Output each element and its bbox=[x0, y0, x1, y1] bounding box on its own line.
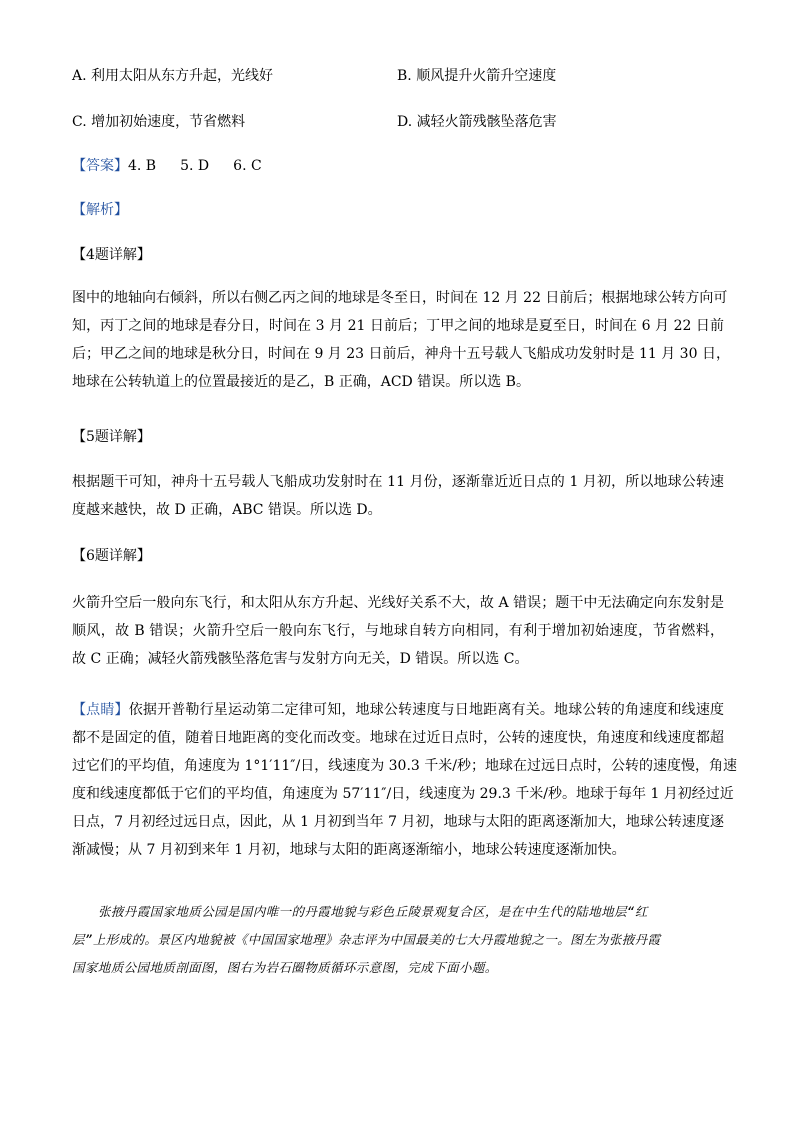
paragraph-line: 知，丙丁之间的地球是春分日，时间在 3 月 21 日前后；丁甲之间的地球是夏至日，时间在 6 月 22 日前 bbox=[72, 318, 724, 334]
options-row-ab bbox=[72, 66, 732, 86]
paragraph-line: 度和线速度都低于它们的平均值，角速度为 57′11″/日，线速度为 29.3 千米/秒。地球于每年 1 月初经过近 bbox=[72, 786, 734, 802]
option-b: B. 顺风提升火箭升空速度 bbox=[397, 68, 557, 84]
paragraph-line: 图中的地轴向右倾斜，所以右侧乙丙之间的地球是冬至日，时间在 12 月 22 日前后；根据地球公转方向可 bbox=[72, 290, 728, 306]
option-a: A. 利用太阳从东方升起，光线好 bbox=[72, 68, 274, 84]
paragraph-line: 地球在公转轨道上的位置最接近的是乙，B 正确，ACD 错误。所以选 B。 bbox=[72, 374, 530, 390]
q6-heading: 【6题详解】 bbox=[72, 548, 151, 564]
answer-item: 4. B bbox=[128, 158, 157, 174]
paragraph-line: 顺风，故 B 错误；火箭升空后一般向东飞行，与地球自转方向相同，有利于增加初始速度，节省燃料， bbox=[72, 623, 724, 639]
analysis-label bbox=[72, 200, 724, 220]
paragraph-line: 火箭升空后一般向东飞行，和太阳从东方升起、光线好关系不大，故 A 错误；题干中无法确定向东发射是 bbox=[72, 595, 724, 611]
q5-heading: 【5题详解】 bbox=[72, 429, 151, 445]
paragraph-line: 渐减慢；从 7 月初到来年 1 月初，地球与太阳的距离逐渐缩小，地球公转速度逐渐加快。 bbox=[72, 842, 626, 858]
analysis-label-text: 【解析】 bbox=[72, 202, 128, 218]
paragraph-line bbox=[72, 696, 724, 724]
paragraph-line: 都不是固定的值，随着日地距离的变化而改变。地球在过近日点时，公转的速度快，角速度和线速度都超 bbox=[72, 730, 724, 746]
answer-item: 6. C bbox=[233, 158, 262, 174]
tip-label: 【点睛】 bbox=[72, 702, 129, 718]
options-row-cd bbox=[72, 112, 732, 132]
paragraph-line: 后；甲乙之间的地球是秋分日，时间在 9 月 23 日前后，神舟十五号载人飞船成功发射时是 11 月 30 日， bbox=[72, 346, 730, 362]
q5-paragraph bbox=[72, 468, 724, 524]
answer-item: 5. D bbox=[180, 158, 210, 174]
option-d: D. 减轻火箭残骸坠落危害 bbox=[397, 114, 557, 130]
answer-line bbox=[72, 156, 724, 176]
paragraph-line: 根据题干可知，神舟十五号载人飞船成功发射时在 11 月份，逐渐靠近近日点的 1 月初，所以地球公转速 bbox=[72, 474, 724, 490]
paragraph-line: 日点，7 月初经过远日点，因此，从 1 月初到当年 7 月初，地球与太阳的距离逐渐加大，地球公转速度逐 bbox=[72, 814, 724, 830]
paragraph-line: 故 C 正确；减轻火箭残骸坠落危害与发射方向无关，D 错误。所以选 C。 bbox=[72, 651, 529, 667]
q6-paragraph bbox=[72, 589, 724, 673]
q4-heading: 【4题详解】 bbox=[72, 247, 151, 263]
paragraph-line: 度越来越快，故 D 正确，ABC 错误。所以选 D。 bbox=[72, 502, 382, 518]
tip-line-text: 依据开普勒行星运动第二定律可知，地球公转速度与日地距离有关。地球公转的角速度和线速度 bbox=[128, 702, 725, 718]
tip-paragraph bbox=[72, 696, 737, 864]
material-paragraph bbox=[72, 898, 724, 982]
paragraph-line: 过它们的平均值，角速度为 1°1′11″/日，线速度为 30.3 千米/秒；地球在过远日点时，公转的速度慢，角速 bbox=[72, 758, 737, 774]
q4-paragraph bbox=[72, 284, 730, 396]
material-line: 层”上形成的。景区内地貌被《中国国家地理》杂志评为中国最美的七大丹霞地貌之一。图左为张掖丹霞 bbox=[72, 932, 661, 947]
option-c: C. 增加初始速度，节省燃料 bbox=[72, 114, 246, 130]
material-line: 张掖丹霞国家地质公园是国内唯一的丹霞地貌与彩色丘陵景观复合区，是在中生代的陆地地层“红 bbox=[98, 904, 648, 919]
material-line: 国家地质公园地质剖面图，图右为岩石圈物质循环示意图，完成下面小题。 bbox=[72, 960, 498, 975]
answer-label: 【答案】 bbox=[72, 158, 128, 174]
